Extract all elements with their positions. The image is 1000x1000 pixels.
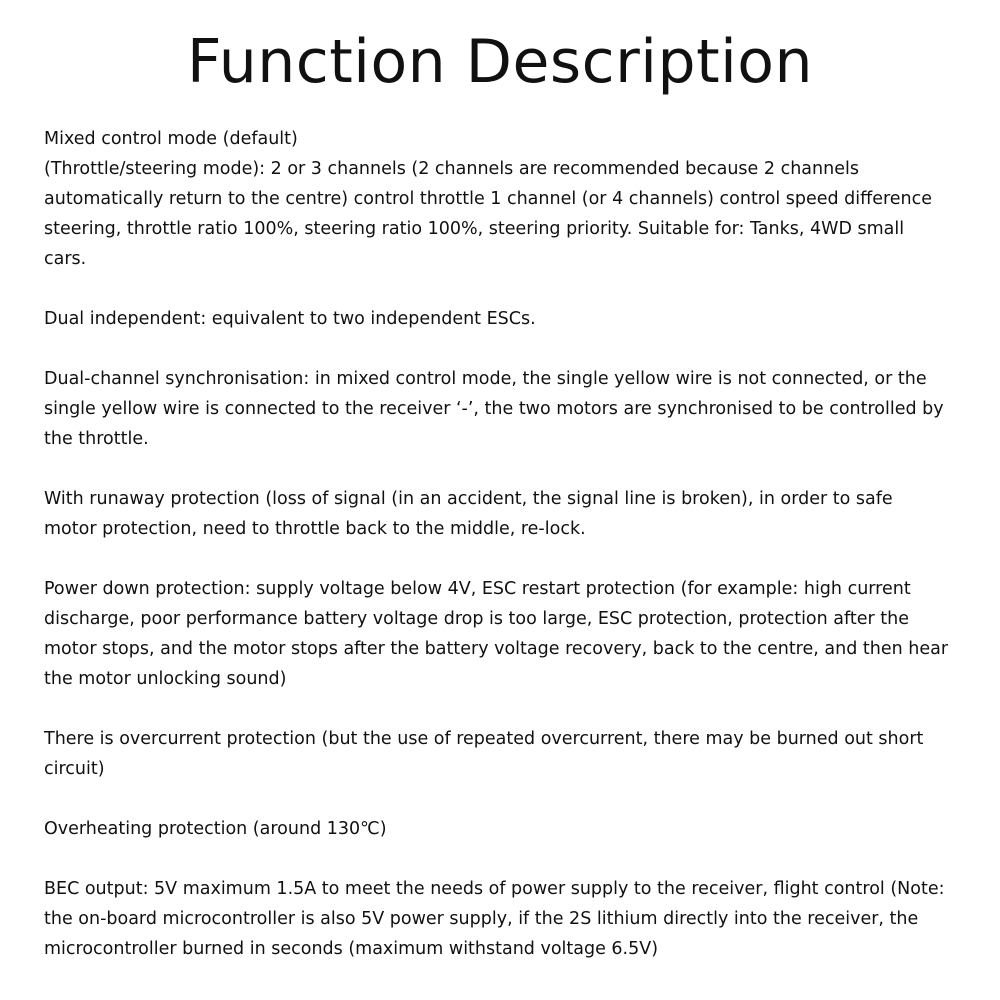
description-body <box>44 124 949 964</box>
paragraph-dual-channel-sync: Dual-channel synchronisation: in mixed control mode, the single yellow wire is not connected, or the single yellow wire is connected to the receiver ‘-’, the two motors are synchronised to be controlled by the throttle. <box>44 369 944 449</box>
paragraph-overheating-protection: Overheating protection (around 130℃) <box>44 819 387 839</box>
paragraph-overcurrent-protection: There is overcurrent protection (but the use of repeated overcurrent, there may be burned out short circuit) <box>44 729 924 779</box>
paragraph-dual-independent: Dual independent: equivalent to two independent ESCs. <box>44 309 536 329</box>
paragraph-bec-output: BEC output: 5V maximum 1.5A to meet the needs of power supply to the receiver, flight control (Note: the on-board microcontroller is also 5V power supply, if the 2S lithium directly into the receiver, the microcontroller burned in seconds (maximum withstand voltage 6.5V) <box>44 879 945 959</box>
page-title: Function Description <box>187 27 813 97</box>
paragraph-power-down-protection: Power down protection: supply voltage below 4V, ESC restart protection (for example: high current discharge, poor performance battery voltage drop is too large, ESC protection, protection after the motor stops, and the motor stops after the battery voltage recovery, back to the centre, and then hear the motor unlocking sound) <box>44 579 949 689</box>
paragraph-mixed-control-mode: Mixed control mode (default) (Throttle/steering mode): 2 or 3 channels (2 channels are recommended because 2 channels automatically return to the centre) control throttle 1 channel (or 4 channels) control speed difference steering, throttle ratio 100%, steering ratio 100%, steering priority. Suitable for: Tanks, 4WD small cars. <box>44 129 933 269</box>
paragraph-runaway-protection: With runaway protection (loss of signal (in an accident, the signal line is broken), in order to safe motor protection, need to throttle back to the middle, re-lock. <box>44 489 893 539</box>
